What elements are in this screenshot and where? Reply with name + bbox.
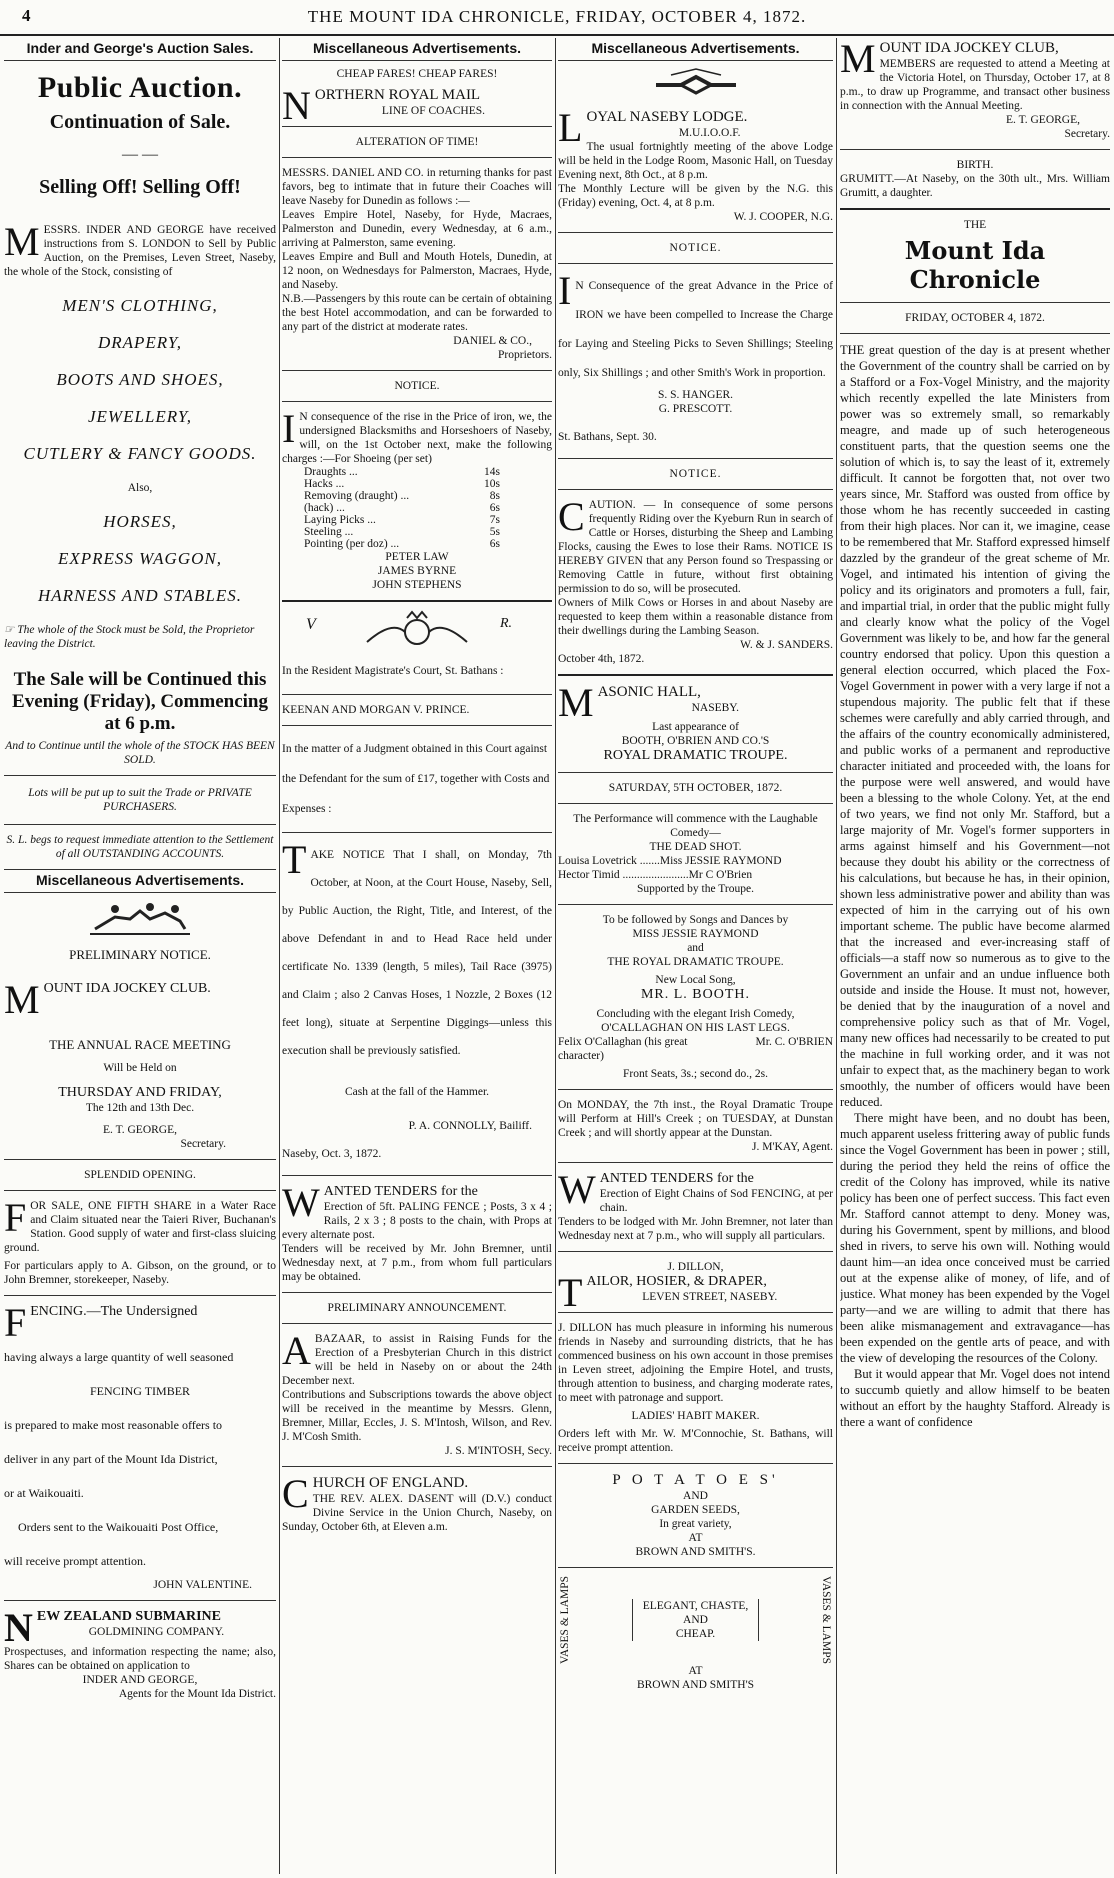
elegant: ELEGANT, CHASTE, [642,1600,749,1612]
drop-cap: M [558,680,594,725]
drop-cap: M [4,977,40,1022]
for-sale-ad [4,1195,276,1255]
nr-subtitle: LINE OF COACHES. [381,105,486,117]
judgment-text: In the matter of a Judgment obtained in this Court against the Defendant for the sum of £17, together with Costs and Expenses : [282,743,550,815]
variety: In great variety, [659,1518,732,1530]
jc-text: MEMBERS are requested to attend a Meeting at the Victoria Hotel, on Thursday, October 17, at 8 p.m., to draw up Programme, and transact other business in connection with the Annual Meeting. [840,58,1110,112]
table-row: Draughts ... 14s [304,466,500,478]
ocallaghan: O'CALLAGHAN ON HIS LAST LEGS. [601,1022,790,1034]
held-on: Will be Held on [103,1062,177,1074]
dillon-text: J. DILLON has much pleasure in informing his numerous friends in Naseby and surrounding districts, that he has commenced business on his own account in those premises in Leven street, adjoining the Empire Hotel, and trusts, through attention to business, and charging moderate rates, to meet with patronage and support. [558,1322,833,1404]
vases-left: VASES & LAMPS [559,1576,571,1664]
for-sale-text: OR SALE, ONE FIFTH SHARE in a Water Race and Claim situated near the Taieri River, Buchanan's Station. Good supply of water and first-class sluicing ground. [4,1200,276,1254]
iron-text: N consequence of the rise in the Price of iron, we, the undersigned Blacksmiths and Horseshoers of Naseby, will, on the 1st October next, make the following charges :—For Shoeing (per set) [282,411,552,465]
vr-v: V [306,616,316,633]
drop-cap: T [558,1270,583,1315]
masonic-title-text: ASONIC HALL, [597,684,701,700]
table-row: Laying Picks ... 7s [304,514,500,526]
mcintosh: J. S. M'INTOSH, Secy. [445,1445,552,1457]
editorial-paragraph: THE great question of the day is at present whether the Government of the country shall be carried on by a Stafford or a Fox-Vogel Ministry, and the majority which recently expelled the late Ministers from power was so extremely small, so remarkably meagre, and made up of such heterogeneous constituent parts, that the question seems one the solution of which is, to say the least of it, extremely difficult. It cannot be forgotten that, not over two years since, Mr. Stafford was ousted from office by those whom he has recently succeeded in casting from their high places. Nor can it, we imagine, cease to be remembered that Mr. Stafford expressed himself dazzled by the grandeur of the great scheme of Mr. Vogel, and intimated his intention of giving the policy and its originators and promoters a full, fair, and impartial trial, in order that the public might fully and clearly know what the policy of the Vogel Government was likely to be, and how far the general country endorsed that policy. Upon this question a general election occurred, which placed the Fox-Vogel Government in power with a very large if not a stupendous majority. The public felt that if these schemes were carefully and ably carried through, and the affairs of the country economically administered, and public works of a permanent and reproductive character initiated and proceeded with, the loans for the purpose were well answered, and would have been a blessing to the whole Colony. Yet, at the end of two years, we find not only Mr. Stafford, but a large majority of Mr. Vogel's former supporters in arms against himself and his Government—not because they doubt his ability or the correctness of his calculations, but because he has, in their opinion, shown less administrative power and ability than was expected of him in the carrying out of his own important scheme. The public have become alarmed that the increased and ever-increasing staff of officials—a staff now so numerous as to give to the Government an unfair and an undue influence both outside and inside the House. It must not, however, be denied that by the inauguration of a novel and comprehensive policy such as that of Mr. Vogel, many new offices had necessarily to be created to put the machine in full working order, and it was not unfair to expect that, as the machinery began to work smoothly, the number of officers would have been reduced. [840,343,1110,1109]
chronicle-title: Mount Ida Chronicle [904,236,1046,294]
drop-cap: T [282,837,307,882]
stock-item: BOOTS AND SHOES, [56,370,224,389]
drop-cap: A [282,1328,311,1373]
loyal-text: The usual fortnightly meeting of the above Lodge will be held in the Lodge Room, Masonic Hall, on Tuesday Evening next, 8th Oct., at 8 p.m. [558,141,833,181]
church-title-text: HURCH OF ENGLAND. [312,1475,469,1491]
pointing-hand-icon: ☞ [4,624,18,636]
the-label: THE [963,219,987,231]
column-editorial [840,38,1110,1872]
cash-hammer: Cash at the fall of the Hammer. [344,1086,490,1098]
fencing-line: deliver in any part of the Mount Ida District, [4,1452,218,1466]
leaves-1: Leaves Empire Hotel, Naseby, for Hyde, Macraes, Palmerston and Dunedin, every Wednesday, at 6 a.m., arriving at Palmerston, same evening. [282,209,552,249]
mr-booth: MR. L. BOOTH. [640,987,751,1002]
editorial-paragraph: There might have been, and no doubt has been, much apparent useless frittering away of public funds since the Vogel Government has been in power ; still, during the period they held the reins of office the credit of the Colony has improved, while its native policy has been one of perfect success. This fact even Mr. Stafford cannot attempt to deny. Money was, during his Government, spent by millions, and blood shed in rivers, to serve his own will. Nothing would daunt him—an idea once conceived must be carried out at the expense alike of money, of life, and of justice. What money has been expended by the Vogel party—and we are willing to admit that there has been alike mismanagement and extravagance—has been expended on the gentle arts of peace, and with the view of developing the resources of the Colony. [840,1111,1110,1365]
cooper: W. J. COOPER, N.G. [733,211,833,223]
nz-agents: Agents for the Mount Ida District. [118,1688,276,1700]
drop-cap: L [558,105,583,150]
garden-seeds: GARDEN SEEDS, [651,1504,740,1516]
section-header: Miscellaneous Advertisements. [282,38,552,61]
fencing-line: or at Waikouaiti. [4,1486,84,1500]
proprietors: Proprietors. [498,349,552,361]
race-secretary-title: Secretary. [180,1138,226,1150]
keenan: KEENAN AND MORGAN V. PRINCE. [282,704,470,716]
daniel-text: MESSRS. DANIEL AND CO. in returning thanks for past favors, beg to intimate that in future their Coaches will leave Naseby for Dunedin as follows :— [282,167,552,207]
lots-text: Lots will be put up to suit the Trade or PRIVATE PURCHASERS. [28,787,252,813]
ladies-habit: LADIES' HABIT MAKER. [631,1410,760,1422]
cheap: CHEAP. [675,1628,716,1640]
public-auction-title: Public Auction. [37,71,243,104]
section-header: Inder and George's Auction Sales. [4,38,276,61]
and-text: AND [683,1614,708,1626]
stock-item: JEWELLERY, [88,407,192,426]
orders-text: Orders left with Mr. W. M'Connochie, St. Bathans, will receive prompt attention. [558,1428,833,1454]
birth-title: BIRTH. [956,159,994,171]
drop-cap: W [282,1180,320,1225]
page-number: 4 [22,6,31,25]
tailor-title-text: AILOR, HOSIER, & DRAPER, [586,1274,767,1289]
royal-crest-icon [362,610,472,654]
fencing-line: is prepared to make most reasonable offers to [4,1418,223,1432]
prescott: G. PRESCOTT. [658,403,733,415]
handshake-icon [651,67,741,103]
bazaar-text: BAZAAR, to assist in Raising Funds for the Erection of a Presbyterian Church in this district will be held in Naseby on or about the 24th December next. [282,1333,552,1387]
advance-notice [558,268,833,388]
drop-cap: M [4,219,40,264]
selling-off: Selling Off! Selling Off! [39,176,241,198]
take-notice [282,837,552,1065]
brown-smith: BROWN AND SMITH'S. [635,1546,756,1558]
concluding: Concluding with the elegant Irish Comedy, [596,1008,795,1020]
vases-right: VASES & LAMPS [819,1576,832,1664]
jc-george: E. T. GEORGE, [1006,114,1080,126]
valentine-sign: JOHN VALENTINE. [153,1579,252,1591]
nz-text: Prospectuses, and information respecting the name; also, Shares can be obtained on application to [4,1646,276,1672]
take-notice-text: AKE NOTICE That I shall, on Monday, 7th October, at Noon, at the Court House, Naseby, Sell, by Public Auction, the Right, Title, and Interest, of the above Defendant in and to Head Race held under certificate No. 1339 (length, 5 miles), Tail Race (3975) and Claim ; also 2 Canvas Hoses, 1 Nozzle, 2 Boxes (12 feet long), situate at Serpentine Diggings—unless this execution shall be previously satisfied. [282,849,552,1057]
drop-cap: W [558,1167,596,1212]
daniel-sign: DANIEL & CO., [453,335,532,347]
editorial-paragraph: But it would appear that Mr. Vogel does not intend to succumb quietly and allow himself to be beaten without an effort by the haughty Stafford. Already is there a want of confidence [840,1367,1110,1429]
jc-title-text: OUNT IDA JOCKEY CLUB, [879,40,1059,56]
jc-secretary: Secretary. [1064,128,1110,140]
section-header: Miscellaneous Advertisements. [4,869,276,893]
cast-line: Louisa Lovetrick .......Miss JESSIE RAYMOND [558,855,782,867]
whole-stock-text: The whole of the Stock must be Sold, the Proprietor leaving the District. [4,624,255,650]
stock-item: DRAPERY, [97,333,183,352]
table-row: (hack) ... 6s [304,502,500,514]
for-sale-particulars: For particulars apply to A. Gibson, on the ground, or to John Bremner, storekeeper, Naseby. [4,1260,276,1286]
messrs-paragraph [4,219,276,279]
annual-meeting: THE ANNUAL RACE MEETING [49,1037,231,1052]
wanted-text: Erection of 5ft. PALING FENCE ; Posts, 3 x 4 ; Rails, 2 x 3 ; 8 posts to the chain, with Props at every alternate post. [282,1201,552,1241]
stock-item: MEN'S CLOTHING, [62,296,218,315]
wanted-title-text: ANTED TENDERS for the [323,1184,478,1199]
loyal-title-text: OYAL NASEBY LODGE. [586,109,748,125]
drop-cap: F [4,1195,27,1240]
fencing-line: Orders sent to the Waikouaiti Post Office, [18,1520,219,1534]
troupe: THE ROYAL DRAMATIC TROUPE. [607,956,784,968]
vr-r: R. [499,616,512,631]
hanger: S. S. HANGER. [657,389,734,401]
leaves-2: Leaves Empire and Bull and Mouth Hotels, Dunedin, at 12 noon, on Wednesdays for Palmerston, Macraes, Hyde, and Naseby. [282,251,552,291]
splendid-opening: SPLENDID OPENING. [84,1169,196,1181]
jockey-club-title [4,977,276,1022]
table-row: Hacks ... 10s [304,478,500,490]
saturday: SATURDAY, 5TH OCTOBER, 1872. [608,782,783,794]
nr-title-text: ORTHERN ROYAL MAIL [314,87,481,103]
also: Also, [127,482,153,494]
nb-text: N.B.—Passengers by this route can be certain of obtaining the best Hotel accommodation, and can be forwarded to any part of the district at moderate rates. [282,293,552,333]
table-row: Removing (draught) ... 8s [304,490,500,502]
race-dates-detail: The 12th and 13th Dec. [85,1102,195,1114]
advance-text: N Consequence of the great Advance in the Price of IRON we have been compelled to Increase the Charge for Laying and Steeling Picks to Seven Shillings; Steeling only, Six Shillings ; and other Smith's Work in proportion. [558,280,833,379]
at-text: AT [688,1665,703,1677]
fencing-title-text: ENCING.—The Undersigned [30,1304,198,1319]
stock-item: EXPRESS WAGGON, [58,549,222,568]
wt-text: Erection of Eight Chains of Sod FENCING, at per chain. [599,1188,833,1214]
oct-4: October 4th, 1872. [558,653,645,665]
continue-until: And to Continue until the whole of the STOCK HAS BEEN SOLD. [5,740,275,766]
loyal-text-2: The Monthly Lecture will be given by the N.G. this (Friday) evening, Oct. 4, at 8 p.m. [558,183,833,209]
st-bathans: St. Bathans, Sept. 30. [558,431,657,443]
sale-continued: The Sale will be Continued this Evening (Friday), Commencing at 6 p.m. [12,669,268,734]
royal-dramatic: ROYAL DRAMATIC TROUPE. [603,748,788,763]
caution-text-2: Owners of Milk Cows or Horses in and about Naseby are requested to keep them within a reasonable distance from their dwellings during the Lambing Season. [558,597,833,637]
royal-arms [282,610,552,656]
charges-table [302,466,502,550]
race-secretary-name: E. T. GEORGE, [103,1124,177,1136]
column-rule [555,38,556,1874]
signer: JOHN STEPHENS [372,579,462,591]
at-text: AT [688,1532,703,1544]
column-rule [836,38,837,1874]
booth-obrien: BOOTH, O'BRIEN AND CO.'S [621,735,770,747]
drop-cap: I [282,406,296,451]
fencing-line: FENCING TIMBER [89,1384,191,1398]
stock-item: HARNESS AND STABLES. [37,586,242,605]
and-text: AND [683,1490,708,1502]
brown-smith: BROWN AND SMITH'S [636,1679,755,1691]
nz-title-text: EW ZEALAND SUBMARINE [36,1609,221,1624]
fencing-line: will receive prompt attention. [4,1554,146,1568]
column-misc-2 [558,38,833,1872]
church-text: THE REV. ALEX. DASENT will (D.V.) conduct Divine Service in the Union Church, Naseby, on Sunday, October 6th, at Eleven a.m. [282,1493,552,1533]
cheap-fares: CHEAP FARES! CHEAP FARES! [336,68,498,80]
notice-title: NOTICE. [669,468,722,480]
birth-text: GRUMITT.—At Naseby, on the 30th ult., Mrs. William Grumitt, a daughter. [840,173,1110,199]
felix-role: Felix O'Callaghan (his great character) [558,1036,688,1062]
sanders: W. & J. SANDERS. [740,639,833,651]
bazaar-text-2: Contributions and Subscriptions towards the above object will be received in the meantime by Messrs. Glenn, Bremner, Millar, Eccles, J. S. M'Intosh, Wilson, and Rev. J. M'Cosh Smith. [282,1389,552,1443]
notice-title: NOTICE. [394,380,440,392]
bazaar [282,1328,552,1388]
fencing-title [4,1300,276,1345]
and-text: and [687,942,704,954]
column-rule [279,38,280,1874]
masthead-title: THE MOUNT IDA CHRONICLE, FRIDAY, OCTOBER 4, 1872. [307,7,807,26]
miss-jessie: MISS JESSIE RAYMOND [632,928,759,940]
stock-list [4,296,276,464]
seats: Front Seats, 3s.; second do., 2s. [622,1068,769,1080]
table-row: Steeling ... 5s [304,526,500,538]
nz-inder: INDER AND GEORGE, [82,1674,198,1686]
elegant-box [632,1599,760,1641]
drop-cap: C [282,1471,309,1516]
drop-cap: F [4,1300,27,1345]
followed: To be followed by Songs and Dances by [602,914,789,926]
wanted-text-2: Tenders will be received by Mr. John Bremner, until Wednesday next, at 7 p.m., from whom full particulars may be obtained. [282,1243,552,1283]
caution [558,494,833,596]
stock-item: CUTLERY & FANCY GOODS. [23,444,257,463]
iron-notice [282,406,552,466]
felix-row [558,1035,833,1063]
continuation-title: Continuation of Sale. [49,111,231,133]
fencing-line: having always a large quantity of well seasoned [4,1350,234,1364]
drop-cap: N [4,1605,33,1650]
jc-title-text: OUNT IDA JOCKEY CLUB. [43,981,211,996]
fencing-lines [4,1340,276,1578]
drop-cap: I [558,268,572,313]
court-text: In the Resident Magistrate's Court, St. Bathans : [282,665,504,677]
felix-actor: Mr. C. O'BRIEN [755,1036,833,1048]
connolly: P. A. CONNOLLY, Bailiff. [408,1120,532,1132]
pointing-hand-note [4,623,276,651]
wt-title-text: ANTED TENDERS for the [599,1171,754,1186]
preliminary-notice: PRELIMINARY NOTICE. [69,947,211,962]
column-auction: Inder and George's Auction Sales. Public Auction. Continuation of Sale. — — Selling Off! Selling Off! MESSRS. INDER AND GEORGE have received instructions from S. LONDON to Sell by Public Auction, on the Premises, Leven Street, Naseby, the whole of the Stock, consisting of MEN'S CLOTHING, DRAPERY, BOOTS AND SHOES, JEWELLERY, CUTLERY & FANCY GOODS. Also, HORSES, EXPRESS WAGGON, HARNESS AND STABLES. ☞ The whole of the Stock must be Sold, the Proprietor leaving the District. The Sale will be Continued this Evening (Friday), Commencing at 6 p.m. And to Continue until the whole of the STOCK HAS BEEN SOLD. Lots will be put up to suit the Trade or PRIVATE PURCHASERS. S. L. begs to request immediate attention to the Settlement of all OUTSTANDING ACCOUNTS. Miscellaneous Advertisements. PRELIMINARY NOTICE. MOUNT IDA JOCKEY CLUB. THE ANNUAL RACE MEETING Will be Held on THURSDAY AND FRIDAY, The 12th and 13th Dec. E. T. GEORGE, Secretary. SPLENDID OPENING. FOR SALE, ONE FIFTH SHARE in a Water Race and Claim situated near the Taieri River, Buchanan's Station. Good supply of water and first-class sluicing ground. For particulars apply to A. Gibson, on the ground, or to John Bremner, storekeeper, Naseby. FENCING.—The Undersigned having always a large quantity of well seasoned FENCING TIMBER is prepared to make most reasonable offers to deliver in any part of the Mount Ida District, or at Waikouaiti. Orders sent to the Waikouaiti Post Office, will receive prompt attention. JOHN VALENTINE. NEW ZEALAND SUBMARINE GOLDMINING COMPANY. Prospectuses, and information respecting the name; also, Shares can be obtained on application to INDER AND GEORGE, Agents for the Mount Ida District. [4,40,276,1700]
drop-cap: N [282,83,311,128]
jockey-club-title [840,38,1110,81]
cast-line: Hector Timid .......................Mr C O'Brien [558,869,753,881]
stock-item: HORSES, [103,512,177,531]
leven-street: LEVEN STREET, NASEBY. [642,1291,778,1303]
signer: PETER LAW [385,551,449,563]
vases-ad [558,1576,833,1664]
chronicle-date: FRIDAY, OCTOBER 4, 1872. [905,312,1045,324]
caution-text: AUTION. — In consequence of some persons frequently Riding over the Kyeburn Run in search of Cattle or Horses, disturbing the Sheep and Lambing Flocks, causing the Ewes to lose their Rams. NOTICE IS HEREBY GIVEN that any Person found so Trespassing or Removing Cattle in future, without first obtaining permission to do so, will be prosecuted. [558,499,833,595]
last-appearance: Last appearance of [652,721,739,733]
race-dates: THURSDAY AND FRIDAY, [58,1085,222,1100]
column-misc-1 [282,38,552,1872]
new-song: New Local Song, [655,974,736,986]
dillon: J. DILLON, [667,1261,724,1273]
dead-shot: THE DEAD SHOT. [649,841,742,853]
mkay: J. M'KAY, Agent. [752,1141,833,1153]
alteration: ALTERATION OF TIME! [355,136,479,148]
naseby-date: Naseby, Oct. 3, 1872. [282,1148,382,1160]
masthead [0,0,1114,36]
drop-cap: M [840,38,876,81]
performance: The Performance will commence with the Laughable Comedy— [573,813,818,839]
sl-begs: S. L. begs to request immediate attention to the Settlement of all OUTSTANDING ACCOUNTS. [6,834,274,860]
racehorse-icon [85,899,195,939]
notice-title: NOTICE. [669,242,722,254]
nz-subtitle: GOLDMINING COMPANY. [88,1626,225,1638]
drop-cap: C [558,494,585,539]
wt-text-2: Tenders to be lodged with Mr. John Bremner, not later than Wednesday next at 7 p.m., who will supply all particulars. [558,1216,833,1242]
table-row: Pointing (per doz) ... 6s [304,538,500,550]
messrs-text: ESSRS. INDER AND GEORGE have received instructions from S. LONDON to Sell by Public Auction, on the Premises, Leven Street, Naseby, the whole of the Stock, consisting of [4,224,276,278]
supported: Supported by the Troupe. [637,883,754,895]
signer: JAMES BYRNE [377,565,457,577]
prelim-announcement: PRELIMINARY ANNOUNCEMENT. [327,1302,507,1314]
loyal-sub: M.U.I.O.O.F. [678,127,741,139]
masonic-sub: NASEBY. [691,702,739,714]
potatoes: P O T A T O E S' [612,1472,779,1488]
monday-text: On MONDAY, the 7th inst., the Royal Dramatic Troupe will Perform at Hill's Creek ; on TUESDAY, at Dunstan Creek ; and will shortly appear at the Dunstan. [558,1099,833,1139]
section-header: Miscellaneous Advertisements. [558,38,833,61]
